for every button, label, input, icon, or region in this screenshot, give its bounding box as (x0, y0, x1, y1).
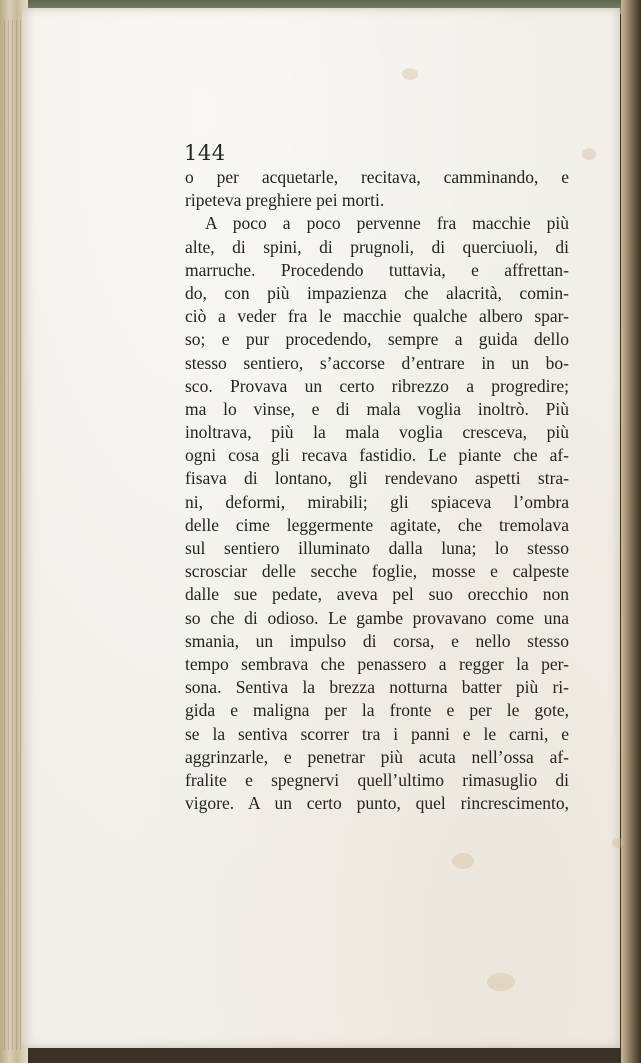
text-line: so; e pur procedendo, sempre a guida dello (185, 329, 569, 350)
text-line: fisava di lontano, gli rendevano aspetti stra- (185, 468, 569, 489)
foxing-spot (487, 973, 515, 991)
text-line: delle cime leggermente agitate, che tremolava (185, 514, 569, 535)
text-line: sona. Sentiva la brezza notturna batter più ri- (185, 677, 569, 698)
page-stack-lines (4, 20, 24, 1050)
foxing-spot (402, 68, 418, 80)
text-line: marruche. Procedendo tuttavia, e affrettan- (185, 259, 569, 280)
body-text (185, 166, 569, 815)
text-line: ogni cosa gli recava fastidio. Le piante che af- (185, 445, 569, 466)
foxing-spot (582, 148, 596, 160)
text-line: gida e maligna per la fronte e per le gote, (185, 700, 569, 721)
text-line: dalle sue pedate, aveva pel suo orecchio non (185, 584, 569, 605)
text-line: sul sentiero illuminato dalla luna; lo stesso (185, 538, 569, 558)
text-line: inoltrava, più la mala voglia cresceva, più (185, 422, 569, 443)
text-line: tempo sembrava che penassero a regger la per- (185, 653, 569, 674)
text-line: sco. Provava un certo ribrezzo a progredire; (185, 375, 569, 396)
text-line: ripeteva preghiere pei morti. (185, 190, 385, 211)
text-line: A poco a poco pervenne fra macchie più (205, 213, 569, 234)
text-line: alte, di spini, di prugnoli, di querciuoli, di (185, 236, 569, 257)
text-line: fralite e spegnervi quell’ultimo rimasuglio di (185, 769, 569, 790)
foxing-spot (452, 853, 474, 869)
text-line: o per acquetarle, recitava, camminando, e (185, 167, 569, 187)
foxing-spot (612, 838, 624, 848)
text-line: stesso sentiero, s’accorse d’entrare in un bo- (185, 352, 569, 373)
text-line: aggrinzarle, e penetrar più acuta nell’ossa af- (185, 746, 569, 767)
book-spine-shadow (621, 0, 641, 1063)
text-line: se la sentiva scorrer tra i panni e le carni, e (185, 723, 569, 744)
text-line: scrosciar delle secche foglie, mosse e calpeste (185, 561, 569, 582)
text-line: so che di odioso. Le gambe provavano come una (185, 607, 569, 628)
text-line: ni, deformi, mirabili; gli spiaceva l’ombra (185, 491, 569, 512)
text-line: vigore. A un certo punto, quel rincrescimento, (185, 793, 569, 814)
text-line: ciò a veder fra le macchie qualche albero spar- (185, 306, 569, 327)
text-line: ma lo vinse, e di mala voglia inoltrò. Più (185, 398, 569, 419)
text-line: do, con più impazienza che alacrità, comin- (185, 282, 569, 303)
text-line: smania, un impulso di corsa, e nello stesso (185, 630, 569, 651)
page-number: 144 (184, 141, 226, 165)
